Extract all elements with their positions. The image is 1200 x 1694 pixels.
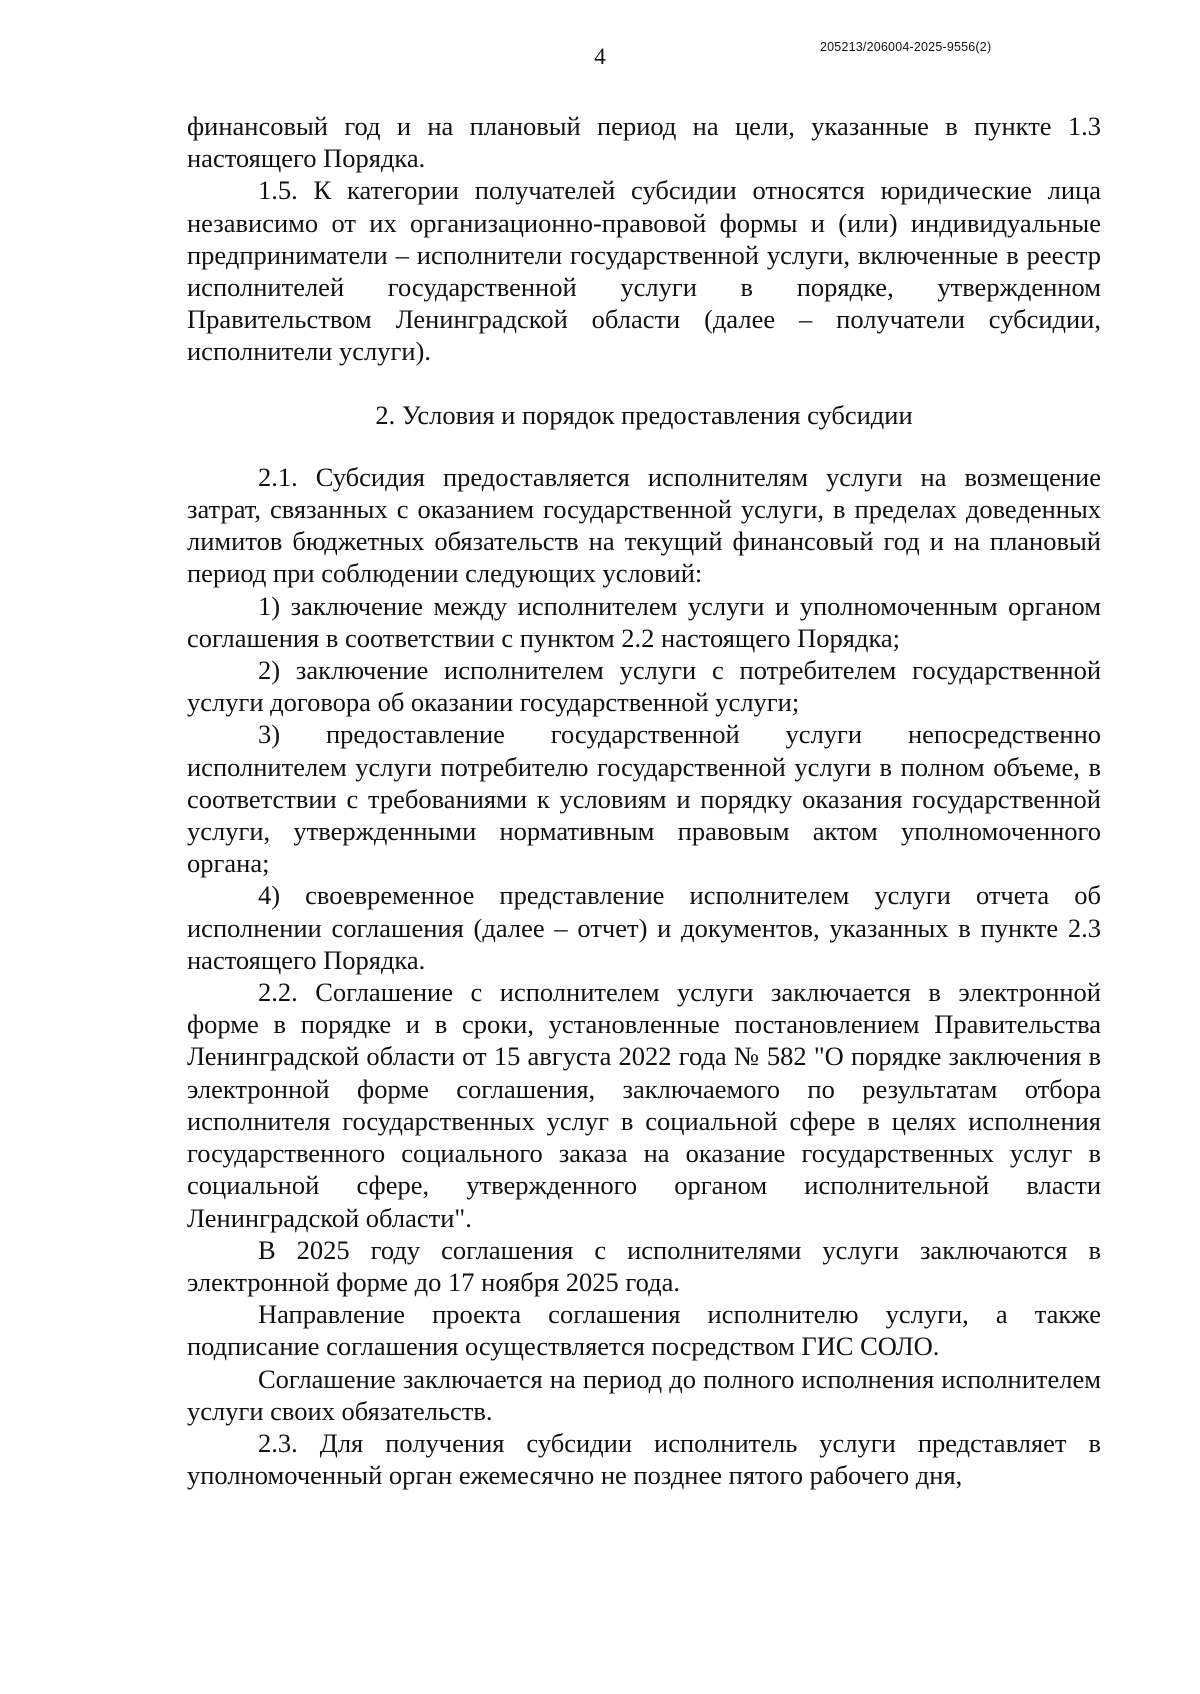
paragraph-2-2: 2.2. Соглашение с исполнителем услуги заключается в электронной форме в порядке и в сроки, установленные постановлением Правительства Ленинградской области от 15 августа 2022 года № 582 "О порядке заключения в электронной форме соглашения, заключаемого по результатам отбора исполнителя государственных услуг в социальной сфере в целях исполнения государственного социального заказа на оказание государственных услуг в социальной сфере, утвержденного органом исполнительной власти Ленинградской области".: [187, 977, 1101, 1233]
paragraph-2-2-period: Соглашение заключается на период до полного исполнения исполнителем услуги своих обязательств.: [187, 1363, 1101, 1426]
document-code: 205213/206004-2025-9556(2): [820, 40, 992, 54]
page-number: 4: [594, 44, 606, 69]
list-item-4: 4) своевременное представление исполнителем услуги отчета об исполнении соглашения (далее – отчет) и документов, указанных в пункте 2.3 настоящего Порядка.: [187, 880, 1101, 975]
document-body: [187, 110, 1101, 1491]
section-heading: 2. Условия и порядок предоставления субсидии: [375, 399, 913, 430]
paragraph-2-2-gis-solo: Направление проекта соглашения исполнителю услуги, а также подписание соглашения осуществляется посредством ГИС СОЛО.: [187, 1299, 1101, 1362]
paragraph-2-3: 2.3. Для получения субсидии исполнитель услуги представляет в уполномоченный орган ежемесячно не позднее пятого рабочего дня,: [187, 1427, 1101, 1491]
list-item-2: 2) заключение исполнителем услуги с потребителем государственной услуги договора об оказании государственной услуги;: [187, 655, 1101, 718]
paragraph-2-2-deadline: В 2025 году соглашения с исполнителями услуги заключаются в электронной форме до 17 ноября 2025 года.: [187, 1234, 1101, 1297]
paragraph-2-1: 2.1. Субсидия предоставляется исполнителям услуги на возмещение затрат, связанных с оказанием государственной услуги, в пределах доведенных лимитов бюджетных обязательств на текущий финансовый год и на плановый период при соблюдении следующих условий:: [187, 461, 1101, 589]
list-item-3: 3) предоставление государственной услуги непосредственно исполнителем услуги потребителю государственной услуги в полном объеме, в соответствии с требованиями к условиям и порядку оказания государственной услуги, утвержденными нормативным правовым актом уполномоченного органа;: [187, 719, 1101, 879]
list-item-1: 1) заключение между исполнителем услуги и уполномоченным органом соглашения в соответствии с пунктом 2.2 настоящего Порядка;: [187, 590, 1101, 653]
paragraph-continuation: финансовый год и на плановый период на цели, указанные в пункте 1.3 настоящего Порядка.: [187, 111, 1101, 174]
paragraph-1-5: 1.5. К категории получателей субсидии относятся юридические лица независимо от их организационно-правовой формы и (или) индивидуальные предприниматели – исполнители государственной услуги, включенные в реестр исполнителей государственной услуги в порядке, утвержденном Правительством Ленинградской области (далее – получатели субсидии, исполнители услуги).: [187, 175, 1101, 367]
